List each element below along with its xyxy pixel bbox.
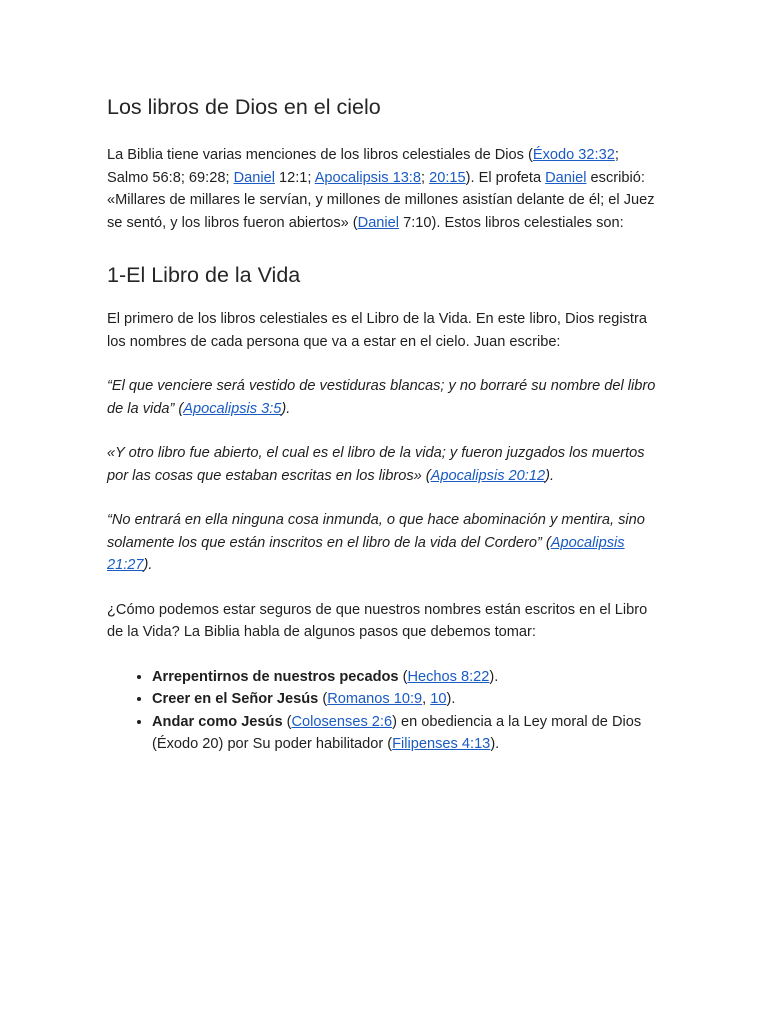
link-apocalipsis-21-27[interactable]: Apocalipsis 21:27 [107,534,625,573]
link-romanos-10-10[interactable]: 10 [430,691,447,707]
link-filipenses-4-13[interactable]: Filipenses 4:13 [392,736,491,752]
step-text: ( [282,713,292,730]
intro-text: ; Salmo 56:8; 69:28; [107,147,619,186]
step-title: Arrepentirnos de nuestros pecados [152,668,399,685]
quote-text: “No entrará en ella ninguna cosa inmunda, o que hace abominación y mentira, sino solamente los que están inscritos en el libro de la vida del Cordero” ( [107,512,645,551]
link-colosenses-2-6[interactable]: Colosenses 2:6 [291,713,393,730]
intro-text: ; [420,169,430,186]
list-item [152,688,663,711]
intro-paragraph [107,144,663,234]
link-exodo-32-32[interactable]: Éxodo 32:32 [532,147,615,163]
step-text: , [422,691,431,707]
quote-text: ). [143,557,153,573]
section-heading: 1-El Libro de la Vida [107,263,301,287]
link-apocalipsis-3-5[interactable]: Apocalipsis 3:5 [183,400,282,417]
quote-1 [107,375,663,420]
intro-text: La Biblia tiene varias menciones de los libros celestiales de Dios ( [107,147,533,163]
step-text: ( [318,691,328,707]
step-text: ) en obediencia a la Ley moral de Dios (Éxodo 20) por Su poder habilitador ( [152,713,642,752]
page-title: Los libros de Dios en el cielo [107,95,381,119]
intro-text: ). El profeta [465,169,546,186]
quote-text: “El que venciere será vestido de vestiduras blancas; y no borraré su nombre del libro de la vida” ( [107,378,656,417]
link-apocalipsis-13-8[interactable]: Apocalipsis 13:8 [314,169,421,186]
question-paragraph: ¿Cómo podemos estar seguros de que nuestros nombres están escritos en el Libro de la Vida? La Biblia habla de algunos pasos que debemos tomar: [107,601,648,640]
list-item [152,666,663,689]
intro-text: 7:10). Estos libros celestiales son: [399,214,624,231]
link-romanos-10-9[interactable]: Romanos 10:9 [327,691,423,707]
link-hechos-8-22[interactable]: Hechos 8:22 [407,668,490,685]
link-daniel-2[interactable]: Daniel [545,169,587,186]
quote-3 [107,509,663,577]
intro-text: 12:1; [274,169,315,186]
step-title: Andar como Jesús [152,713,283,730]
intro-text: escribió: «Millares de millares le servían, y millones de millones asistían delante de él; el Juez se sentó, y los libros fueron abiertos» ( [107,169,655,231]
link-20-15[interactable]: 20:15 [429,169,466,186]
step-title: Creer en el Señor Jesús [152,691,319,707]
steps-list [107,666,663,756]
link-daniel-3[interactable]: Daniel [357,214,400,231]
quote-text: «Y otro libro fue abierto, el cual es el libro de la vida; y fueron juzgados los muertos por las cosas que estaban escritas en los libros» ( [107,445,645,484]
section-paragraph: El primero de los libros celestiales es el Libro de la Vida. En este libro, Dios registra los nombres de cada persona que va a estar en el cielo. Juan escribe: [107,311,647,350]
document-page [107,92,663,756]
quote-2 [107,442,663,487]
step-text: ). [489,668,499,685]
quote-text: ). [545,467,554,484]
quote-text: ). [281,400,291,417]
list-item [152,711,663,756]
step-text: ). [490,736,500,752]
link-daniel[interactable]: Daniel [233,169,275,186]
step-text: ). [446,691,456,707]
step-text: ( [398,668,408,685]
link-apocalipsis-20-12[interactable]: Apocalipsis 20:12 [430,467,546,484]
